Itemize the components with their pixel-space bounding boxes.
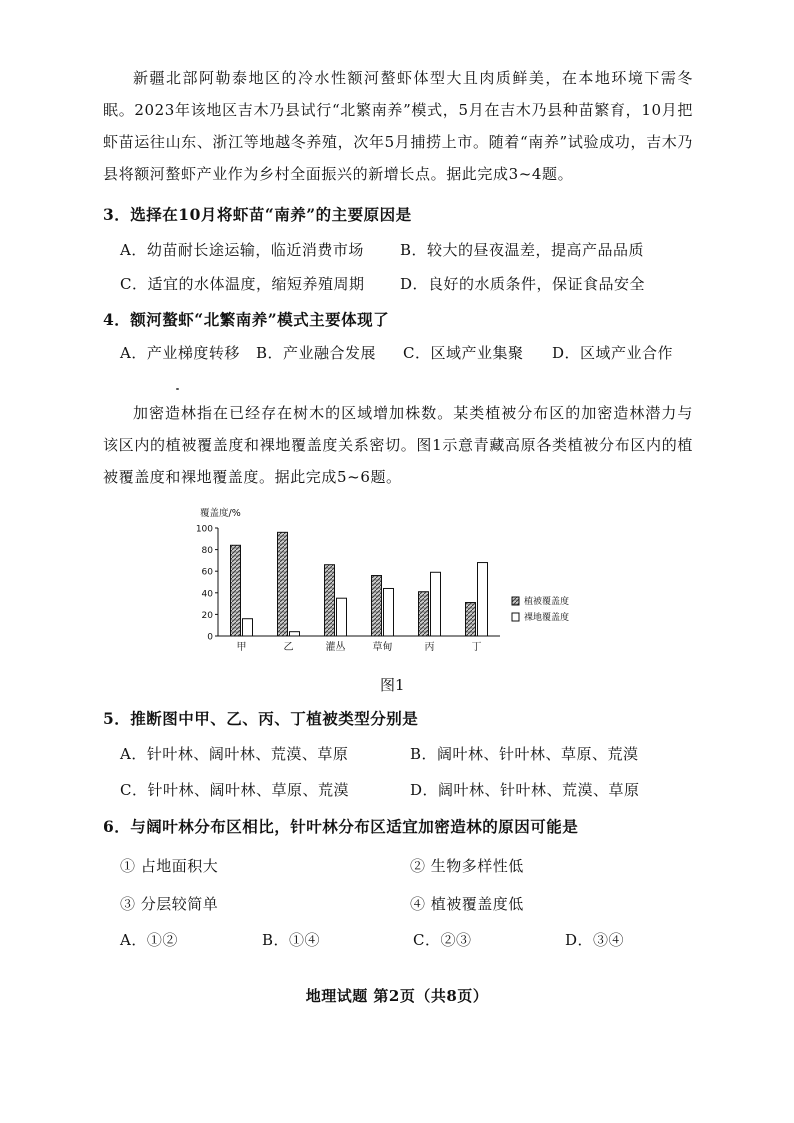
scan-speck [176, 388, 179, 390]
q6-option-c[interactable]: C．②③ [413, 931, 472, 949]
bar-bare-land-5 [478, 563, 488, 636]
y-tick-label: 60 [201, 567, 213, 578]
bar-vegetation-3 [372, 576, 382, 636]
bar-bare-land-2 [337, 598, 347, 636]
bar-bare-land-3 [384, 588, 394, 636]
q4-option-d[interactable]: D．区域产业合作 [552, 344, 674, 362]
bar-vegetation-2 [325, 565, 335, 636]
q6-item-2: ② 生物多样性低 [410, 857, 524, 875]
q6-item-4: ④ 植被覆盖度低 [410, 895, 524, 913]
y-tick-label: 80 [201, 546, 213, 557]
q3-option-b[interactable]: B．较大的昼夜温差，提高产品品质 [400, 241, 645, 259]
legend-label-vegetation: 植被覆盖度 [524, 597, 570, 607]
y-tick-label: 20 [201, 610, 213, 621]
legend-swatch-bare-land [512, 613, 519, 621]
q6-option-d[interactable]: D．③④ [565, 931, 625, 949]
bar-bare-land-4 [431, 572, 441, 636]
figure-1-chart [196, 506, 596, 654]
x-tick-label: 草甸 [372, 642, 393, 653]
question-5-stem: 5．推断图中甲、乙、丙、丁植被类型分别是 [103, 709, 419, 728]
x-tick-label: 灌丛 [325, 642, 346, 653]
q6-option-b[interactable]: B．①④ [262, 931, 321, 949]
bar-vegetation-1 [278, 532, 288, 636]
q6-option-a[interactable]: A．①② [120, 931, 178, 949]
question-4-stem: 4．额河螯虾“北繁南养”模式主要体现了 [103, 310, 390, 329]
question-3-stem: 3．选择在10月将虾苗“南养”的主要原因是 [103, 205, 412, 224]
bar-vegetation-5 [466, 603, 476, 636]
x-tick-label: 丁 [471, 642, 482, 653]
bar-bare-land-0 [243, 619, 253, 636]
bar-chart-svg [196, 506, 596, 654]
q5-option-b[interactable]: B．阔叶林、针叶林、草原、荒漠 [410, 745, 639, 763]
page-footer: 地理试题 第2页（共8页） [305, 987, 489, 1005]
q5-option-a[interactable]: A．针叶林、阔叶林、荒漠、草原 [120, 745, 349, 763]
x-tick-label: 甲 [236, 642, 247, 653]
x-tick-label: 丙 [424, 642, 435, 653]
question-6-stem: 6．与阔叶林分布区相比，针叶林分布区适宜加密造林的原因可能是 [103, 817, 579, 836]
bar-vegetation-4 [419, 592, 429, 636]
passage-shrimp: 新疆北部阿勒泰地区的冷水性额河螯虾体型大且肉质鲜美，在本地环境下需冬眠。2023年该地区吉木乃县试行“北繁南养”模式，5月在吉木乃县种苗繁育，10月把虾苗运往山东、浙江等地越冬养殖，次年5月捕捞上市。随着“南养”试验成功，吉木乃县将额河螯虾产业作为乡村全面振兴的新增长点。据此完成3~4题。 [103, 69, 693, 183]
q5-option-c[interactable]: C．针叶林、阔叶林、草原、荒漠 [120, 781, 349, 799]
passage-afforestation: 加密造林指在已经存在树木的区域增加株数。某类植被分布区的加密造林潜力与该区内的植被覆盖度和裸地覆盖度关系密切。图1示意青藏高原各类植被分布区内的植被覆盖度和裸地覆盖度。据此完成5~6题。 [103, 404, 693, 486]
q5-option-d[interactable]: D．阔叶林、针叶林、荒漠、草原 [410, 781, 640, 799]
q4-option-a[interactable]: A．产业梯度转移 [120, 344, 240, 362]
y-tick-label: 0 [207, 632, 213, 643]
bar-vegetation-0 [231, 545, 241, 636]
x-tick-label: 乙 [283, 642, 294, 653]
q6-item-3: ③ 分层较简单 [120, 895, 219, 913]
q4-option-c[interactable]: C．区域产业集聚 [403, 344, 524, 362]
q3-option-a[interactable]: A．幼苗耐长途运输，临近消费市场 [120, 241, 364, 259]
bar-bare-land-1 [290, 632, 300, 636]
y-axis-label: 覆盖度/% [200, 508, 241, 519]
q4-option-b[interactable]: B．产业融合发展 [256, 344, 377, 362]
q3-option-d[interactable]: D．良好的水质条件，保证食品安全 [400, 275, 646, 293]
y-tick-label: 40 [201, 589, 213, 600]
q6-item-1: ① 占地面积大 [120, 857, 219, 875]
q3-option-c[interactable]: C．适宜的水体温度，缩短养殖周期 [120, 275, 365, 293]
legend-swatch-vegetation [512, 597, 519, 605]
legend-label-bare-land: 裸地覆盖度 [524, 613, 570, 623]
figure-caption: 图1 [380, 676, 405, 694]
y-tick-label: 100 [196, 524, 213, 535]
